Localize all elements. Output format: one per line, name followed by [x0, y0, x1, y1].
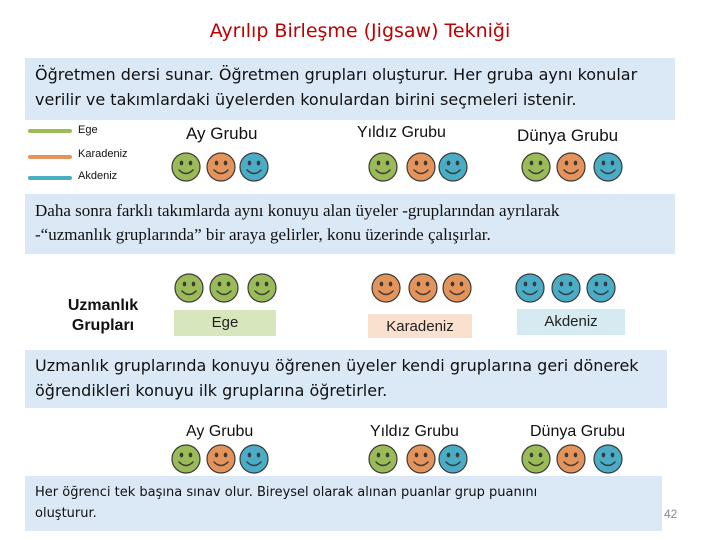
return-text-line-1: Uzmanlık gruplarında konuyu öğrenen üyeler kendi gruplarına geri dönerek [35, 356, 639, 375]
group-label-ay-top: Ay Grubu [186, 124, 258, 143]
smiley-face-icon [405, 151, 437, 183]
smiley-face-icon [370, 272, 402, 304]
legend-label-akdeniz: Akdeniz [78, 170, 118, 182]
intro-text-line-2: verilir ve takımlardaki üyelerden konulardan birini seçmeleri istenir. [35, 90, 577, 109]
smiley-face-icon [205, 151, 237, 183]
smiley-face-icon [205, 443, 237, 475]
smiley-face-icon [437, 443, 469, 475]
group-label-yildiz-bottom: Yıldız Grubu [370, 423, 459, 440]
smiley-face-icon [592, 443, 624, 475]
expert-groups-label-line-2: Grupları [71, 317, 135, 334]
smiley-face-icon [405, 443, 437, 475]
smiley-face-icon [170, 443, 202, 475]
smiley-face-icon [555, 151, 587, 183]
legend-label-ege: Ege [78, 124, 98, 136]
smiley-face-icon [367, 151, 399, 183]
smiley-face-icon [520, 443, 552, 475]
legend-line-karadeniz [28, 155, 72, 159]
group-label-yildiz-top: Yıldız Grubu [357, 124, 446, 141]
expert-text-line-1: Daha sonra farklı takımlarda aynı konuyu alan üyeler -gruplarından ayrılarak [35, 201, 560, 220]
expert-groups-label-line-1: Uzmanlık [67, 297, 139, 314]
return-text-line-2: öğrendikleri konuyu ilk gruplarına öğretirler. [35, 381, 388, 400]
smiley-face-icon [437, 151, 469, 183]
legend-line-akdeniz [28, 176, 72, 180]
expert-tag-akdeniz: Akdeniz [517, 309, 625, 335]
smiley-face-icon [585, 272, 617, 304]
smiley-face-icon [246, 272, 278, 304]
smiley-face-icon [208, 272, 240, 304]
expert-groups-label [48, 296, 158, 336]
expert-tag-ege: Ege [174, 310, 276, 336]
return-explanation-box [25, 350, 667, 408]
smiley-face-icon [441, 272, 473, 304]
smiley-face-icon [520, 151, 552, 183]
legend-label-karadeniz: Karadeniz [78, 148, 128, 160]
smiley-face-icon [238, 151, 270, 183]
smiley-face-icon [555, 443, 587, 475]
smiley-face-icon [173, 272, 205, 304]
assessment-box [25, 476, 662, 531]
smiley-face-icon [238, 443, 270, 475]
assessment-text-line-2: oluşturur. [35, 506, 97, 521]
intro-text-line-1: Öğretmen dersi sunar. Öğretmen grupları oluşturur. Her gruba aynı konular [35, 65, 638, 84]
smiley-face-icon [170, 151, 202, 183]
smiley-face-icon [407, 272, 439, 304]
legend-line-ege [28, 129, 72, 133]
expert-explanation-box [25, 194, 675, 254]
group-label-dunya-top: Dünya Grubu [517, 126, 619, 145]
slide-title: Ayrılıp Birleşme (Jigsaw) Tekniği [209, 20, 511, 42]
smiley-face-icon [367, 443, 399, 475]
assessment-text-line-1: Her öğrenci tek başına sınav olur. Bireysel olarak alınan puanlar grup puanını [35, 485, 538, 500]
page-number: 42 [664, 507, 678, 521]
expert-text-line-2: -“uzmanlık gruplarında” bir araya gelirler, konu üzerinde çalışırlar. [35, 225, 491, 244]
intro-text-box [25, 58, 675, 120]
smiley-face-icon [550, 272, 582, 304]
smiley-face-icon [592, 151, 624, 183]
group-label-ay-bottom: Ay Grubu [186, 423, 254, 440]
group-label-dunya-bottom: Dünya Grubu [530, 423, 626, 440]
expert-tag-karadeniz: Karadeniz [368, 314, 472, 338]
smiley-face-icon [514, 272, 546, 304]
